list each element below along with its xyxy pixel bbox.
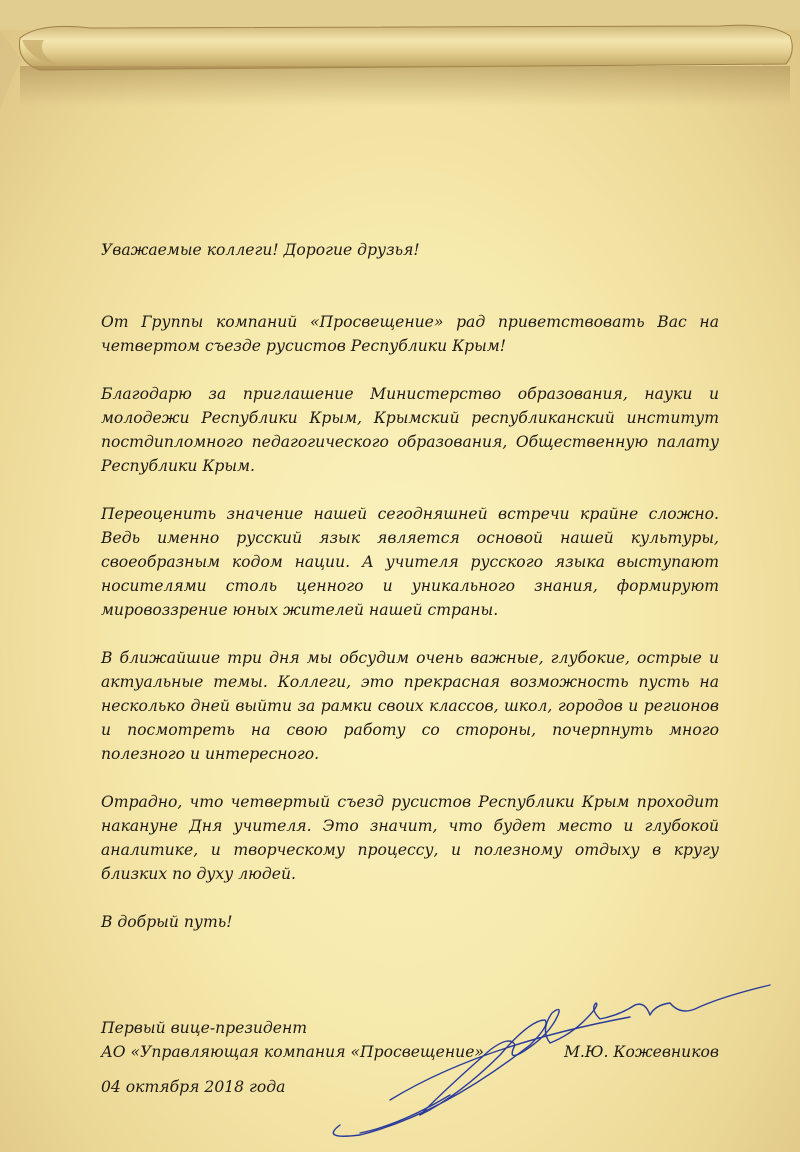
- letter-closing: В добрый путь!: [101, 913, 233, 931]
- signature-block: [101, 1016, 719, 1064]
- signer-name: М.Ю. Кожевников: [563, 1043, 719, 1061]
- letter-greeting: Уважаемые коллеги! Дорогие друзья!: [101, 241, 420, 259]
- letter-body: [101, 238, 719, 934]
- letter-paragraph-2: Благодарю за приглашение Министерство образования, науки и молодежи Республики Крым, Крымский республиканский институт постдипломного педагогического образования, Общественную палату Республики Крым.: [101, 385, 719, 475]
- letter-paragraph-4: В ближайшие три дня мы обсудим очень важные, глубокие, острые и актуальные темы. Коллеги, это прекрасная возможность пусть на несколько дней выйти за рамки своих классов, школ, городов и регионов и посмотреть на свою работу со стороны, почерпнуть много полезного и интересного.: [101, 649, 719, 763]
- letter-paragraph-5: Отрадно, что четвертый съезд русистов Республики Крым проходит накануне Дня учителя. Это значит, что будет место и глубокой аналитике, и творческому процессу, и полезному отдыху в кругу близких по духу людей.: [101, 793, 719, 883]
- signer-position: Первый вице-президент: [101, 1019, 308, 1037]
- letter-paragraph-1: От Группы компаний «Просвещение» рад приветствовать Вас на четвертом съезде русистов Республики Крым!: [101, 313, 719, 355]
- signer-organization: АО «Управляющая компания «Просвещение»: [101, 1043, 484, 1061]
- letter-paragraph-3: Переоценить значение нашей сегодняшней встречи крайне сложно. Ведь именно русский язык является основой нашей культуры, своеобразным кодом нации. А учителя русского языка выступают носителями столь ценного и уникального знания, формируют мировоззрение юных жителей нашей страны.: [101, 505, 719, 619]
- parchment-scroll-roll: [0, 0, 800, 190]
- letter-date: 04 октября 2018 года: [101, 1078, 286, 1096]
